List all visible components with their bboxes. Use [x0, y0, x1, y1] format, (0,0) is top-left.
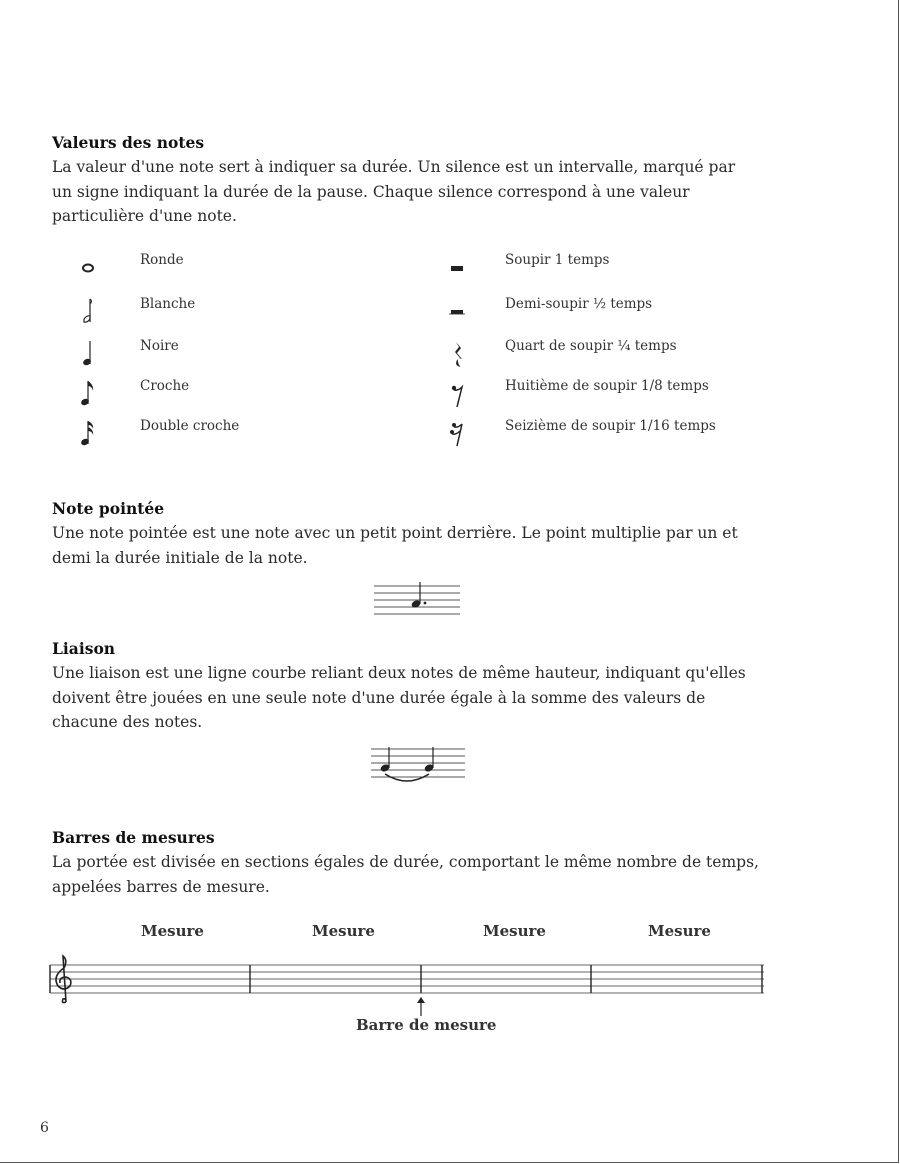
note-label: Noire	[140, 338, 179, 354]
quarter-rest-icon	[446, 338, 486, 374]
section-dotted-note	[52, 497, 802, 570]
section-title: Barres de mesures	[52, 828, 215, 847]
bar-line-label: Barre de mesure	[356, 1016, 497, 1034]
rest-label: Soupir 1 temps	[505, 252, 610, 268]
paragraph-line: demi la durée initiale de la note.	[52, 548, 308, 567]
half-rest-icon	[446, 296, 486, 332]
section-title: Liaison	[52, 639, 116, 658]
half-note-icon	[74, 296, 114, 332]
paragraph-line: La portée est divisée en sections égales de durée, comportant le même nombre de temps,	[52, 853, 759, 871]
rest-label: Quart de soupir ¼ temps	[505, 338, 677, 354]
measure-label: Mesure	[648, 922, 711, 940]
paragraph-line: chacune des notes.	[52, 713, 203, 731]
section-title: Valeurs des notes	[52, 133, 205, 152]
sixteenth-rest-icon	[446, 418, 486, 454]
paragraph-line: appelées barres de mesure.	[52, 877, 270, 896]
paragraph-line: Une liaison est une ligne courbe reliant deux notes de même hauteur, indiquant qu'elles	[52, 664, 746, 682]
eighth-note-icon	[74, 378, 114, 414]
note-label: Blanche	[140, 296, 196, 312]
paragraph-line: doivent être jouées en une seule note d'une durée égale à la somme des valeurs de	[52, 688, 706, 707]
sixteenth-note-icon	[74, 418, 114, 454]
measure-label: Mesure	[312, 922, 375, 940]
paragraph-line: Une note pointée est une note avec un petit point derrière. Le point multiplie par un et	[52, 524, 738, 542]
section-tie	[52, 637, 802, 735]
note-label: Ronde	[140, 252, 184, 268]
section-bar-lines	[52, 826, 802, 899]
paragraph-line: particulière d'une note.	[52, 207, 237, 225]
paragraph-line: La valeur d'une note sert à indiquer sa durée. Un silence est un intervalle, marqué par	[52, 158, 736, 176]
dotted-note-example	[374, 582, 462, 622]
measure-label: Mesure	[483, 922, 546, 940]
measure-label: Mesure	[141, 922, 204, 940]
section-title: Note pointée	[52, 499, 165, 518]
note-label: Double croche	[140, 418, 240, 434]
rest-label: Demi-soupir ½ temps	[505, 296, 653, 312]
note-values-table	[74, 252, 824, 452]
whole-rest-icon	[446, 252, 486, 288]
tie-example	[371, 745, 467, 789]
measure-staff	[46, 950, 770, 1016]
note-label: Croche	[140, 378, 190, 394]
eighth-rest-icon	[446, 378, 486, 414]
quarter-note-icon	[74, 338, 114, 374]
rest-label: Seizième de soupir 1/16 temps	[505, 418, 716, 434]
page-number: 6	[40, 1120, 49, 1136]
section-note-values	[52, 131, 802, 229]
rest-label: Huitième de soupir 1/8 temps	[505, 378, 709, 394]
whole-note-icon	[74, 252, 114, 288]
paragraph-line: un signe indiquant la durée de la pause. Chaque silence correspond à une valeur	[52, 182, 690, 201]
